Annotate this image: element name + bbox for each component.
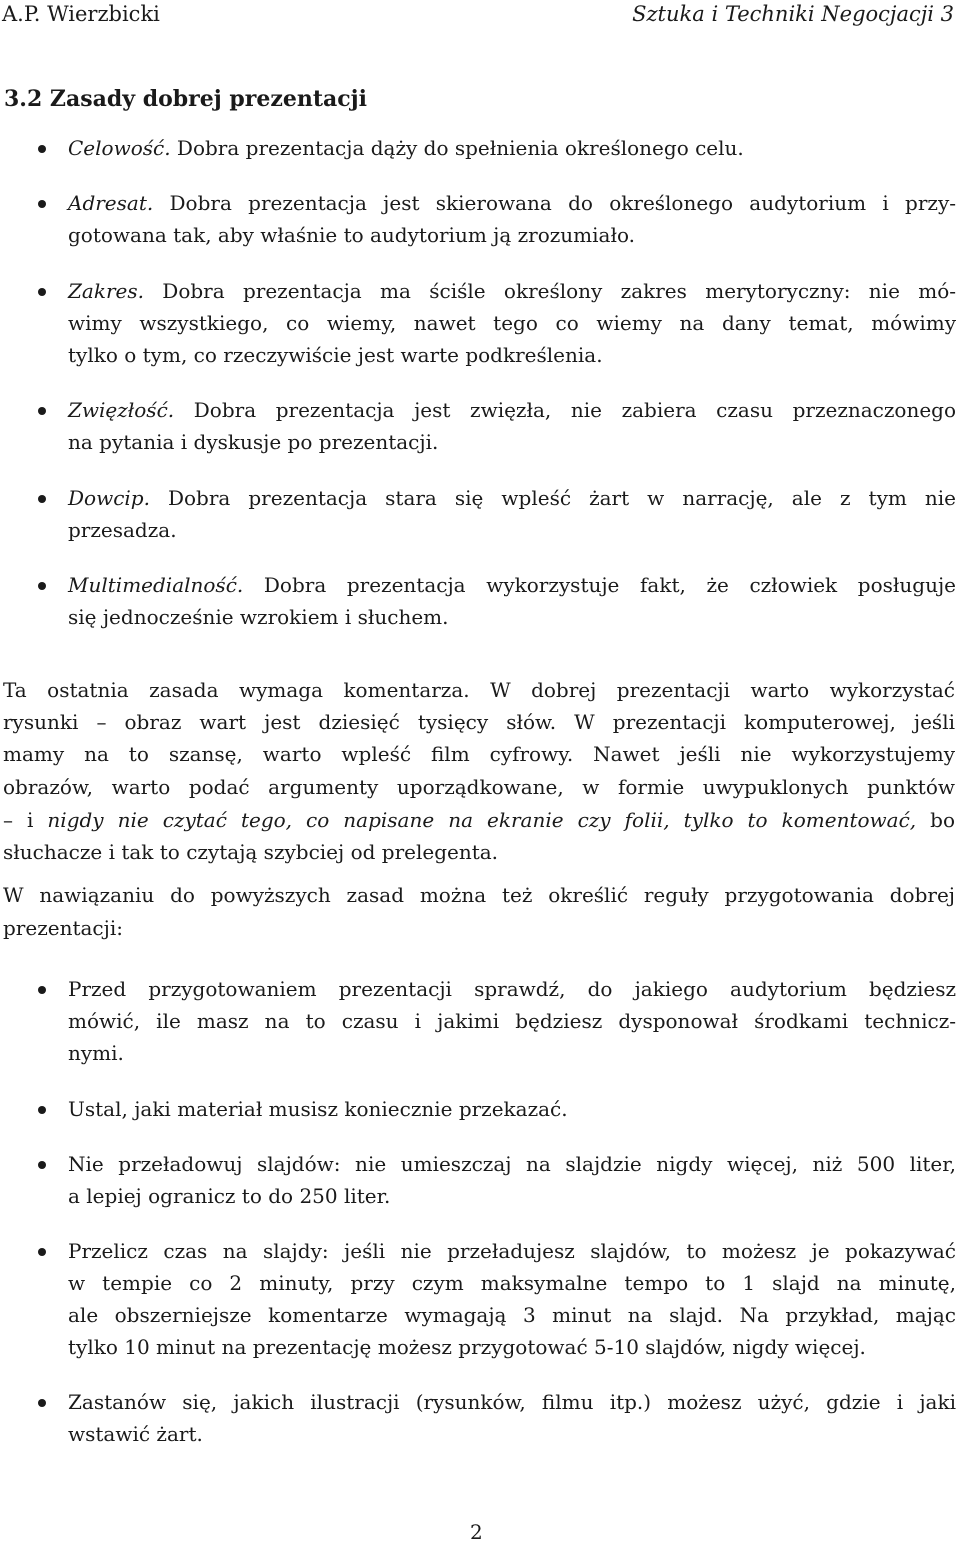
bullet-icon <box>38 582 46 590</box>
bullet-icon <box>38 1161 46 1169</box>
list-item-line: a lepiej ogranicz to do 250 liter. <box>68 1184 391 1208</box>
bullet-icon <box>38 1106 46 1114</box>
list-item-line: Zastanów się, jakich ilustracji (rysunków, filmu itp.) możesz użyć, gdzie i jaki <box>68 1390 956 1414</box>
list-item-line: mówić, ile masz na to czasu i jakimi będziesz dysponował środkami technicz- <box>68 1009 956 1033</box>
bullet-icon <box>38 288 46 296</box>
header-course-title: Sztuka i Techniki Negocjacji 3 <box>632 2 954 26</box>
running-header <box>2 0 954 30</box>
page-number: 2 <box>470 1520 483 1544</box>
paragraph-line: W nawiązaniu do powyższych zasad można też określić reguły przygotowania dobrej <box>3 883 955 907</box>
paragraph-line: prezentacji: <box>3 916 123 940</box>
section-title: 3.2 Zasady dobrej prezentacji <box>4 86 367 112</box>
principle-term: Zakres. <box>68 279 144 303</box>
paragraph-line: rysunki – obraz wart jest dziesięć tysięcy słów. W prezentacji komputerowej, jeśli <box>3 710 955 734</box>
list-item-line: przesadza. <box>68 518 177 542</box>
paragraph-line: mamy na to szansę, warto wpleść film cyfrowy. Nawet jeśli nie wykorzystujemy <box>3 742 955 766</box>
list-item-line: Dowcip. Dobra prezentacja stara się wpleść żart w narrację, ale z tym nie <box>68 486 956 510</box>
list-item-line: gotowana tak, aby właśnie to audytorium ją zrozumiało. <box>68 223 636 247</box>
principle-term: Dowcip. <box>68 486 150 510</box>
bullet-icon <box>38 145 46 153</box>
principle-term: Adresat. <box>68 191 154 215</box>
list-item-line: wstawić żart. <box>68 1422 203 1446</box>
bullet-icon <box>38 986 46 994</box>
principle-term: Celowość. <box>68 136 171 160</box>
list-item-line: Zwięzłość. Dobra prezentacja jest zwięzła, nie zabiera czasu przeznaczonego <box>68 398 956 422</box>
list-item-line: Adresat. Dobra prezentacja jest skierowana do określonego audytorium i przy- <box>68 191 956 215</box>
paragraph-line: Ta ostatnia zasada wymaga komentarza. W dobrej prezentacji warto wykorzystać <box>3 678 955 702</box>
principle-term: Zwięzłość. <box>68 398 175 422</box>
paragraph-line: obrazów, warto podać argumenty uporządkowane, w formie uwypuklonych punktów <box>3 775 955 799</box>
list-item-line: Przelicz czas na slajdy: jeśli nie przeładujesz slajdów, to możesz je pokazywać <box>68 1239 956 1263</box>
list-item-line: ale obszerniejsze komentarze wymagają 3 minut na slajd. Na przykład, mając <box>68 1303 956 1327</box>
list-item-line: w tempie co 2 minuty, przy czym maksymalne tempo to 1 slajd na minutę, <box>68 1271 956 1295</box>
list-item-line: się jednocześnie wzrokiem i słuchem. <box>68 605 449 629</box>
bullet-icon <box>38 495 46 503</box>
list-item-line: Przed przygotowaniem prezentacji sprawdź, do jakiego audytorium będziesz <box>68 977 956 1001</box>
bullet-icon <box>38 407 46 415</box>
list-item-line: na pytania i dyskusje po prezentacji. <box>68 430 439 454</box>
list-item-line: Zakres. Dobra prezentacja ma ściśle określony zakres merytoryczny: nie mó- <box>68 279 956 303</box>
list-item-line: Ustal, jaki materiał musisz koniecznie przekazać. <box>68 1097 568 1121</box>
header-author: A.P. Wierzbicki <box>2 2 160 26</box>
bullet-icon <box>38 1248 46 1256</box>
list-item-line: tylko 10 minut na prezentację możesz przygotować 5-10 slajdów, nigdy więcej. <box>68 1335 866 1359</box>
list-item-line: wimy wszystkiego, co wiemy, nawet tego co wiemy na dany temat, mówimy <box>68 311 956 335</box>
paragraph-line: słuchacze i tak to czytają szybciej od prelegenta. <box>3 840 499 864</box>
list-item-line: tylko o tym, co rzeczywiście jest warte podkreślenia. <box>68 343 603 367</box>
list-item-line: Celowość. Dobra prezentacja dąży do spełnienia określonego celu. <box>68 136 744 160</box>
list-item-line: Multimedialność. Dobra prezentacja wykorzystuje fakt, że człowiek posługuje <box>68 573 956 597</box>
emphasized-text: nigdy nie czytać tego, co napisane na ekranie czy folii, tylko to komentować, <box>47 808 917 832</box>
principle-term: Multimedialność. <box>68 573 244 597</box>
list-item-line: Nie przeładowuj slajdów: nie umieszczaj na slajdzie nigdy więcej, niż 500 liter, <box>68 1152 956 1176</box>
paragraph-line: – i nigdy nie czytać tego, co napisane na ekranie czy folii, tylko to komentować, bo <box>3 808 955 832</box>
list-item-line: nymi. <box>68 1041 124 1065</box>
bullet-icon <box>38 1399 46 1407</box>
bullet-icon <box>38 200 46 208</box>
